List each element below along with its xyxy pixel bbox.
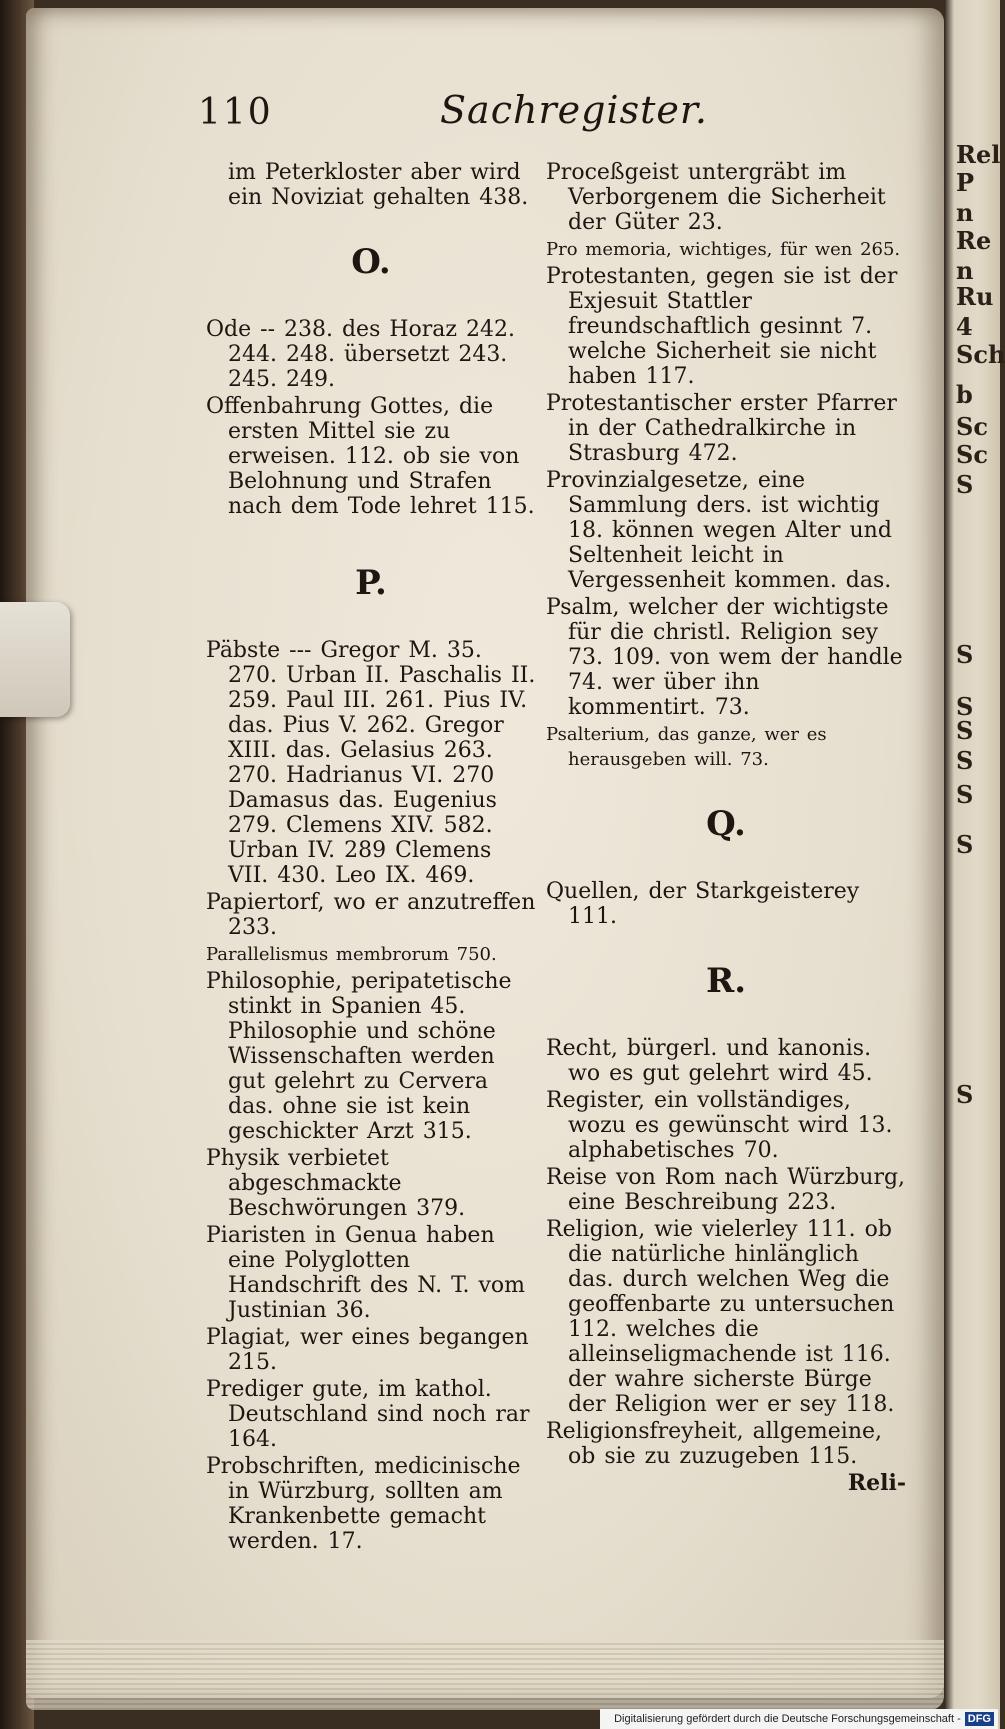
index-entry: Offenbahrung Gottes, die ersten Mittel sie zu erweisen. 112. ob sie von Belohnung und Strafen nach dem Tode lehret 115. <box>206 394 535 519</box>
next-page-fragment: Rel <box>956 140 1001 169</box>
index-entry: Pro memoria, wichtiges, für wen 265. <box>546 239 901 260</box>
index-entry: Quellen, der Starkgeisterey 111. <box>546 879 860 929</box>
page-number: 110 <box>198 92 273 133</box>
next-page-fragment: S <box>956 716 974 745</box>
next-page-fragment: Sch <box>956 340 1005 369</box>
index-entry: Physik verbietet abgeschmackte Beschwörungen 379. <box>206 1146 466 1221</box>
index-entry: Piaristen in Genua haben eine Polyglotten Handschrift des N. T. vom Justinian 36. <box>206 1223 526 1323</box>
page-edges <box>26 1640 944 1710</box>
dfg-logo-icon: DFG <box>965 1712 994 1726</box>
index-entry: Register, ein vollständiges, wozu es gewünscht wird 13. alphabetisches 70. <box>546 1088 893 1163</box>
next-page-fragment: Re <box>956 226 992 255</box>
next-page-fragment: Sc <box>956 440 988 469</box>
next-page-fragment: S <box>956 746 974 775</box>
index-entry: Probschriften, medicinische in Würzburg, sollten am Krankenbette gemacht werden. 17. <box>206 1454 521 1554</box>
page-clip <box>0 602 70 717</box>
running-head: Sachregister. <box>440 88 708 132</box>
digitization-footer <box>600 1709 998 1729</box>
section-letter-r: R. <box>705 961 747 1001</box>
next-page-fragment: S <box>956 1080 974 1109</box>
next-page-fragment: S <box>956 470 974 499</box>
left-column <box>206 160 536 1556</box>
section-letter-q: Q. <box>706 804 746 844</box>
index-entry: Papiertorf, wo er anzutreffen 233. <box>206 890 536 940</box>
next-page-fragment: Ru <box>956 282 994 311</box>
next-page-fragment: S <box>956 692 974 721</box>
index-entry: Reise von Rom nach Würzburg, eine Beschreibung 223. <box>546 1165 906 1215</box>
next-page-fragment: S <box>956 830 974 859</box>
next-page-edge <box>944 0 1005 1729</box>
continuation-entry: im Peterkloster aber wird ein Noviziat gehalten 438. <box>228 160 529 210</box>
section-letter-o: O. <box>351 242 391 282</box>
next-page-fragment: b <box>956 380 973 409</box>
next-page-fragment: S <box>956 640 974 669</box>
index-entry: Psalterium, das ganze, wer es herausgeben will. 73. <box>546 724 827 770</box>
next-page-fragment: Sc <box>956 412 988 441</box>
next-page-fragment: P <box>956 168 975 197</box>
next-page-fragment: 4 <box>956 312 973 341</box>
section-letter-p: P. <box>355 563 387 603</box>
index-entry: Protestanten, gegen sie ist der Exjesuit Stattler freundschaftlich gesinnt 7. welche Sicherheit sie nicht haben 117. <box>546 264 898 389</box>
index-entry: Religionsfreyheit, allgemeine, ob sie zu zuzugeben 115. <box>546 1419 883 1469</box>
index-entry: Parallelismus membrorum 750. <box>206 944 497 965</box>
index-entry: Plagiat, wer eines begangen 215. <box>206 1325 529 1375</box>
next-page-fragment: n <box>956 256 974 285</box>
index-entry: Religion, wie vielerley 111. ob die natürliche hinlänglich das. durch welchen Weg die geoffenbarte zu untersuchen 112. welches die alleinseligmachende ist 116. der wahre sicherste Bürge der Religion wer er sey 118. <box>546 1217 895 1417</box>
index-entry: Ode -- 238. des Horaz 242. 244. 248. übersetzt 243. 245. 249. <box>206 317 515 392</box>
index-entry: Proceßgeist untergräbt im Verborgenem die Sicherheit der Güter 23. <box>546 160 886 235</box>
footer-text: Digitalisierung gefördert durch die Deutsche Forschungsgemeinschaft - <box>614 1713 961 1725</box>
right-column <box>546 160 906 1496</box>
index-entry: Protestantischer erster Pfarrer in der Cathedralkirche in Strasburg 472. <box>546 391 897 466</box>
index-entry: Recht, bürgerl. und kanonis. wo es gut gelehrt wird 45. <box>546 1036 873 1086</box>
index-entry: Prediger gute, im kathol. Deutschland sind noch rar 164. <box>206 1377 530 1452</box>
index-entry: Päbste --- Gregor M. 35. 270. Urban II. Paschalis II. 259. Paul III. 261. Pius IV. das. Pius V. 262. Gregor XIII. das. Gelasius 263. 270. Hadrianus VI. 270 Damasus das. Eugenius 279. Clemens XIV. 582. Urban IV. 289 Clemens VII. 430. Leo IX. 469. <box>206 638 536 888</box>
next-page-fragment: n <box>956 198 974 227</box>
next-page-fragment: S <box>956 780 974 809</box>
catchword: Reli- <box>847 1470 906 1496</box>
index-entry: Provinzialgesetze, eine Sammlung ders. ist wichtig 18. können wegen Alter und Seltenheit leicht in Vergessenheit kommen. das. <box>546 468 892 593</box>
index-entry: Psalm, welcher der wichtigste für die christl. Religion sey 73. 109. von wem der handle 74. wer über ihn kommentirt. 73. <box>546 595 903 720</box>
index-entry: Philosophie, peripatetische stinkt in Spanien 45. Philosophie und schöne Wissenschaften werden gut gelehrt zu Cervera das. ohne sie ist kein geschickter Arzt 315. <box>206 969 512 1144</box>
